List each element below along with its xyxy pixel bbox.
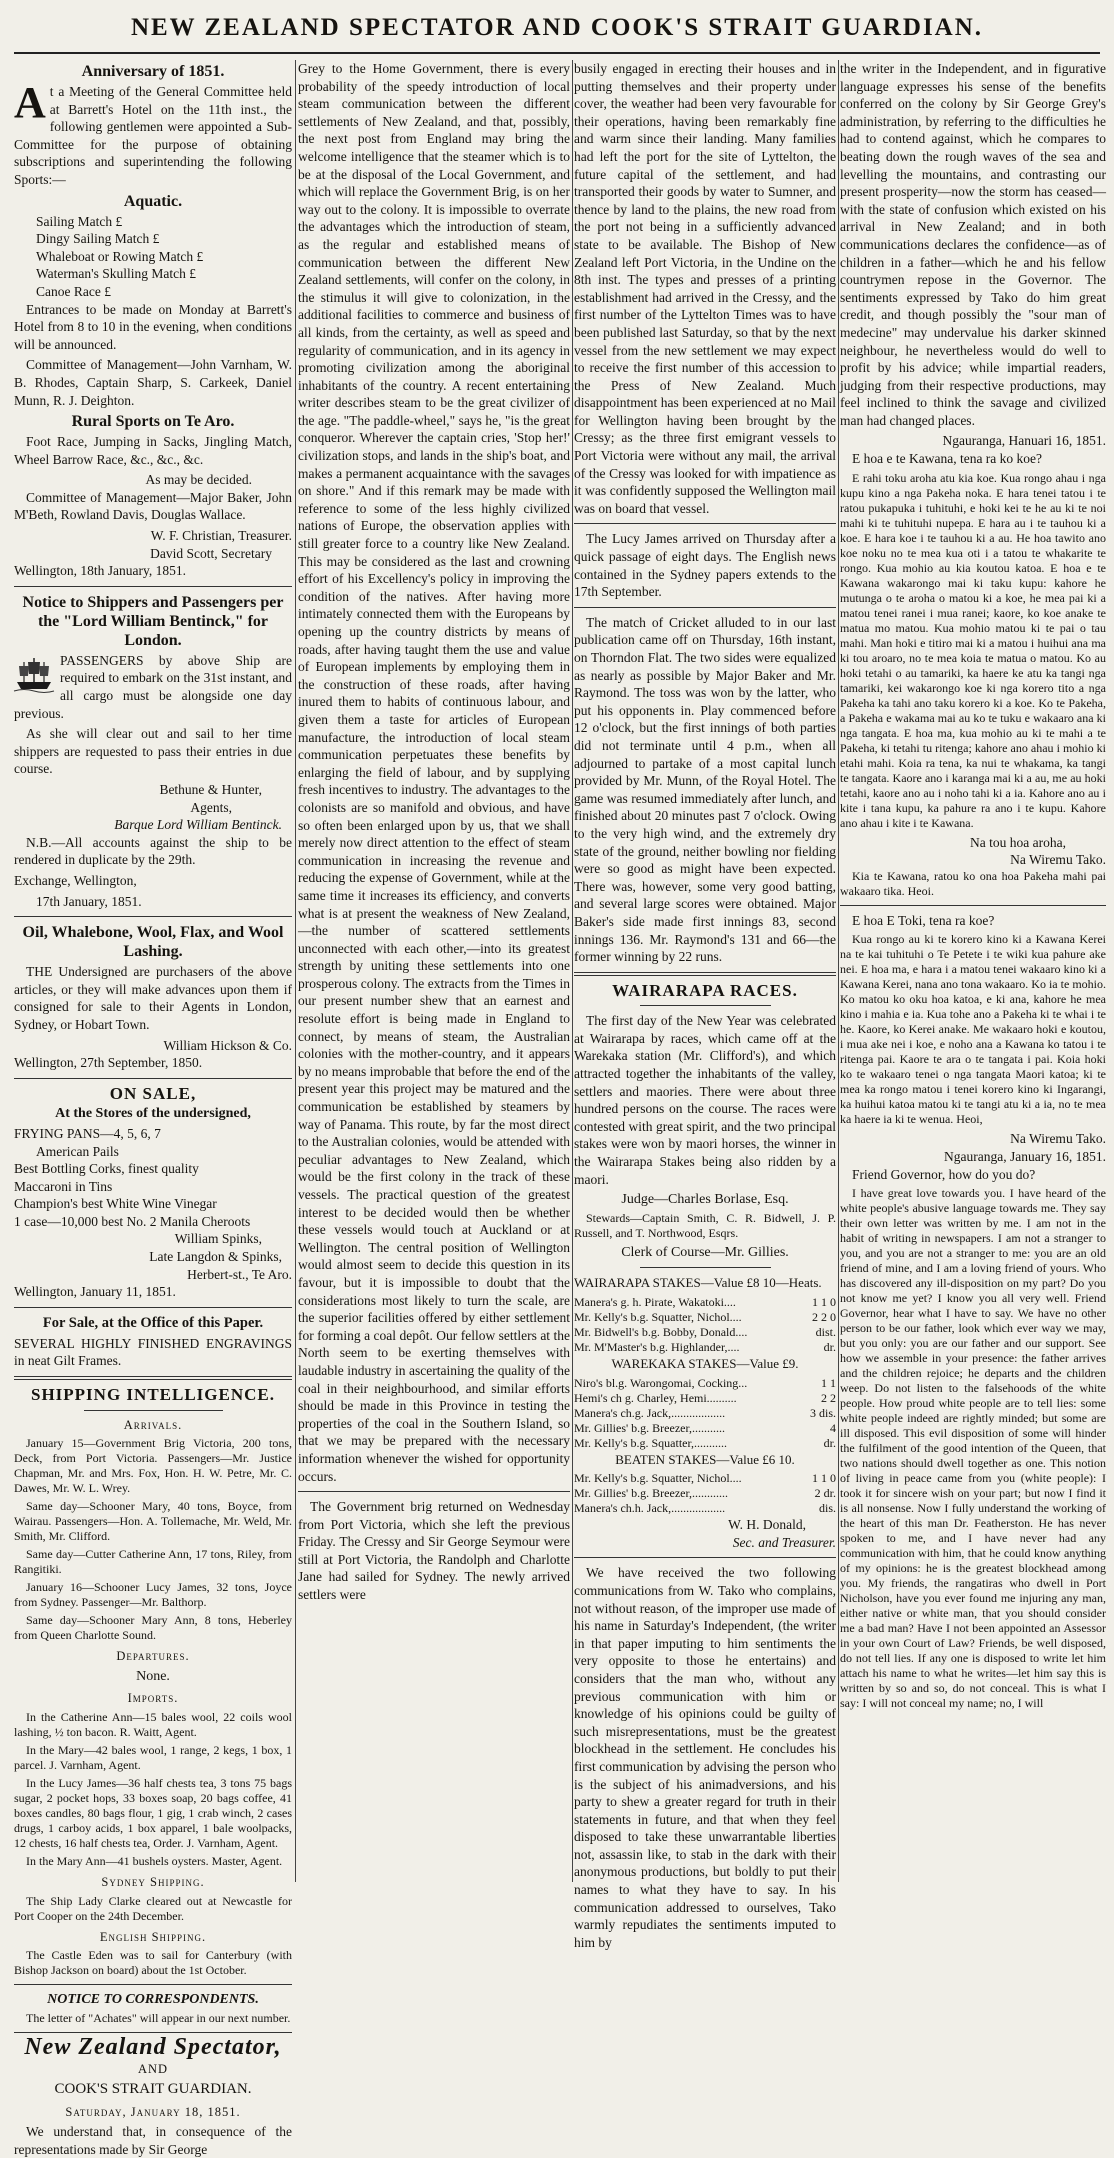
list-item: Champion's best White Wine Vinegar [14, 1196, 217, 1212]
list-item: In the Lucy James—36 half chests tea, 3 tons 75 bags sugar, 2 pocket hops, 33 boxes soap, 20 bags coffee, 41 boxes candles, 80 bags flour, 1 gig, 1 crab winch, 2 cases drugs, 1 carboy acids, 1 box apparel, 1 bale woolpacks, 12 chests, 16 half chests tea, Order. J. Varnham, Agent. [14, 1776, 292, 1850]
horse-result: 3 dis. [809, 1405, 836, 1420]
letter-place: Ngauranga, January 16, 1851. [944, 1149, 1106, 1165]
horse-result: 2 2 0 [812, 1310, 836, 1324]
list-item: FRYING PANS—4, 5, 6, 7 [14, 1125, 161, 1141]
shipping-notice [14, 652, 292, 722]
races-heading: WAIRARAPA RACES. [612, 980, 798, 1000]
horse-result: dist. [815, 1325, 836, 1339]
list-item: In the Mary Ann—41 bushels oysters. Master, Agent. [26, 1854, 283, 1868]
ship-icon [14, 654, 54, 694]
cricket-article: The match of Cricket alluded to in our last publication came off on Thursday, 16th instant, on Thorndon Flat. The two sides were equalized as nearly as possible by Major Baker and Mr. Raymond. The toss was won by the latter, who put his opponents in. Play commenced before 12 o'clock, but the first innings of both parties did not terminate until 4 p.m., when all adjourned to partake of a most capital lunch provided by Mr. Munn, of the Royal Hotel. The game was resumed immediately after lunch, and finished about 20 minutes past 7 o'clock. Owing to the very high wind, and the extremely dry state of the ground, neither bowling nor fielding were so good as might have been expected. There was, however, some very good batting, and several large scores were obtained. Major Baker's side made first innings 83, second innings 136. Mr. Raymond's 131 and 66—the former winning by 22 runs. [574, 614, 836, 965]
oil-heading: Oil, Whalebone, Wool, Flax, and Wool Lashing. [22, 924, 284, 961]
letter-greeting: E hoa E Toki, tena ra koe? [852, 912, 995, 928]
horse-entry: Mr. Kelly's b.g. Squatter,........... [574, 1435, 728, 1450]
masthead: NEW ZEALAND SPECTATOR AND COOK'S STRAIT GUARDIAN. [130, 14, 984, 41]
list-item: Canoe Race £ [36, 283, 111, 299]
letter-greeting: E hoa e te Kawana, tena ra ko koe? [852, 451, 1043, 467]
list-item: American Pails [36, 1143, 119, 1159]
horse-result: 2 dr. [814, 1486, 836, 1501]
horse-entry: Manera's ch.h. Jack,.................. [574, 1501, 726, 1516]
settlement-article: busily engaged in erecting their houses and in putting themselves and their property under cover, the weather had been very favourable for their operations, having been remarkably fine and warm since their landing. Many families had left the port for the site of Lyttelton, the future capital of the settlement, and had transported their goods by water to Sumner, and thence by land to the plains, the new road from the port not being in a sufficiently advanced state to be available. The Bishop of New Zealand left Port Victoria, in the Undine on the 8th inst. The types and presses of a printing establishment had arrived in the Cressy, and the first number of the Lyttelton Times was to have been published last Saturday, so that by the next vessel from the new settlement we may expect to receive the first number of this accession to the Press of New Zealand. Much disappointment has been experienced at no Mail for Wellington having been brought by the Cressy; as the three first emigrant vessels to Port Victoria were without any mail, the arrival of the Cressy was looked for with impatience as it was confidently supposed the Wellington mail was on board that vessel. [574, 61, 836, 516]
letter-signature: Na Wiremu Tako. [1010, 852, 1106, 868]
rural-sports-heading: Rural Sports on Te Aro. [71, 413, 235, 431]
stakes-heading: WAIRARAPA STAKES—Value £8 10—Heats. [574, 1275, 822, 1291]
for-sale-heading: For Sale, at the Office of this Paper. [42, 1314, 264, 1331]
horse-entry: Mr. Kelly's b.g. Squatter, Nichol.... [574, 1310, 742, 1324]
on-sale-date: Wellington, January 11, 1851. [14, 1284, 176, 1300]
letter-place: Ngauranga, Hanuari 16, 1851. [942, 433, 1106, 449]
divider [14, 916, 292, 917]
agent-title: Agents, [190, 799, 232, 815]
races-body: The first day of the New Year was celebrated at Wairarapa by races, which came off at the Warekaka station (Mr. Clifford's), and which attracted together the inhabitants of the valley, settlers and maories. There were about three hundred persons on the course. The races were contested with great spirit, and the two principal stakes were won by maori horses, the winner in the Wairarapa Stakes being also ridden by a maori. [574, 1013, 836, 1187]
secretary-signature: David Scott, Secretary [150, 545, 272, 561]
editorial-start: We understand that, in consequence of the representations made by Sir George [14, 2124, 292, 2157]
nb-text: N.B.—All accounts against the ship to be rendered in duplicate by the 29th. [14, 834, 292, 868]
editorial-body: Grey to the Home Government, there is every probability of the speedy introduction of local steam communication between the different settlements of New Zealand, and that, possibly, the next post from England may bring the welcome intelligence that the steamer which is to be at the disposal of the Local Government, and which will replace the Government Brig, is on her way out to the colony. It is impossible to overrate the advantages which the introduction of steam, as the regular and established means of communication between the different New Zealand settlements, will confer on the colony, in the stimulus it will give to colonization, in the additional facilities to commerce and business of all kinds, from the certainty, as well as speed and regularity of communication, and in its agency in promoting civilization among the aboriginal inhabitants of the country. A recent entertaining writer describes steam to be the great civilizer of the age. "The paddle-wheel," says he, "is the great conqueror. Wherever the captain cries, 'Stop her!' civilization stops, and lands in the ship's boat, and makes a permanent acquaintance with the savages on shore." And if this remark may be made with reference to some of the less highly civilized nations of Europe, the observation applies with still greater force to a country like New Zealand. This may be considered as the last and crowning effort of his Excellency's policy in improving the condition of the natives. After having more intimately connected them with the Europeans by opening up the country districts by means of roads, after having taught them the use and value of European implements by employing them in the construction of these roads, after having inured them to habits of continuous labour, and given them a taste for articles of European manufacture, the introduction of local steam communication perpetuates these benefits by enlarging the field of labour, and by supplying fresh incentives to industry. The advantages to the colonists are so manifold and obvious, and have so often been enlarged upon by us, that we shall merely now direct attention to the effect of steam communication in increasing the revenue and reducing the expense of Government, while at the same time it increases its efficiency, and converts what is at present the weakness of New Zealand,—the number of scattered settlements unconnected with each other,—into its greatest strength by uniting these settlements into one prosperous colony. The extracts from the Times in our present number shew that an earnest and resolute effort is being made in England to connect, by means of steam, the Australian colonies with the mother-country, and it appears by no means improbable that before the end of the present year this project may be matured and the communication be established by steamers by way of Panama. This route, by far the most direct to the Australian colonies, would be attended with peculiar advantages to New Zealand, which would be the first colony in the track of these vessels. The practical question of the greatest interest to be decided would then be whether these vessels would touch at Auckland or at Wellington. The central position of Wellington would almost seem to decide this question in its favour, but it is impossible to doubt that the considerations most likely to turn the scale, are the superior facilities offered by either settlement for forming a coal depôt. Our fellow settlers at the North seem to be exerting themselves with laudable industry in ascertaining the quality of the coal in their neighbourhood, and similar efforts should be made in this Province in testing the properties of the coal in the Southern Island, so that we may be prepared with the necessary information whenever the wished for opportunity occurs. [298, 61, 570, 1484]
maori-letter-body: E rahi toku aroha atu kia koe. Kua rongo ahau i nga kupu kino a nga Pakeha noka. E hara tenei tatou i te ratou pukapuka i tuhituhi, e hoki kei te he au ki te noi mahi ki te tuhituhi nupepa. E hara au i te tauhou ki a koe. E hara koe i te tauhou ki a au. He hoa tawito ano koe noku no te mea kua oti i a tatou te whakarite te rongo. Kua mohio au kia koutou katoa. E hoa e te Kawana wakarongo mai ki taku kupu: kahore he mutunga o te aroha o matou ki a koe, he mea pai ki a matou tenei ranei i mua ranei; kaore, ko koe anake te matua mo matou. Kua mohio matou ki te pai o tau mahi. Man hoki e titiro mai ki a matou i huihui ana ma ki tou aroaro, no te mea koia te matua o matou. Ko au hoki tetahi o au tamariki, ka haere ke atu ka tangi nga tamariki, kei wakarongo koe ki nga korero tito a nga Pakeha ka tahi ano taku korero ki a koe. Ko te Pakeha, a Pakeha e wakama mai au ko te tuku e wakaaro ana ki nga tangata. E hoa ma, kua mohio au ki te mahi a te Pakeha, ki tetahi tu ritenga; kahore ano ahau i mohio ki etahi mahi. Koia ra tena, ka nui te whakama, ka tangi te tangata. Kaore ano i karanga mai ki a au, me au hoki tetahi, kaore ano au i noho tahi ki a ia. Kahore ano au i kite i tana kupu, ka pahure ra ano i te kupu. Kahore ano ahau i kite i te Kawana. [840, 470, 1106, 830]
anniversary-body: t a Meeting of the General Committee held at Barrett's Hotel on the 11th inst., the following gentlemen were appointed a Sub-Committee for the purpose of obtaining subscriptions and superintending the following Sports:— [14, 84, 292, 187]
horse-result: dis. [818, 1501, 836, 1516]
dateline: Wellington, 18th January, 1851. [14, 563, 187, 579]
stakes-heading: WAREKAKA STAKES—Value £9. [611, 1356, 799, 1371]
list-item: Same day—Schooner Mary, 40 tons, Boyce, from Wairau. Passengers—Hon. A. Tollemache, Mr. Weld, Mr. Smith, Mr. Clifford. [14, 1499, 292, 1544]
maori-letter-body: Kua rongo au ki te korero kino ki a Kawana Kerei na te kai tuhituhi o Te Petete i te wiki kua pahure ake nei. E hoa ma, e hara i a matou tenei wakaaro kino ki a Kawana Kerei, nana ano tona wakaaro. Ko ia te mohio. Ko matou ko oku hoa katoa, e ki ana, kahore he mea kino i mahia e ia. Kua tohe ano a Pakeha ki te whai i te he. Kaore, ko Kerei anake. Me wakaaro hoki e koutou, i mua ake nei i koe, e noho ana a Kawana ko tatou i te ritenga pai. Kaore te ara o te tangata i pai. Koia hoki ko te wakaaro tenei o nga tangata Maori katoa; ki te mea ka rongo matou i tenei korero kino ki Ingarangi, ka huihui katoa matou ki te tangi atu ki a ia, no te mea ka haere ia ki te wenua. Heoi, [840, 932, 1106, 1127]
divider [14, 1078, 292, 1079]
horse-entry: Mr. Kelly's b.g. Squatter, Nichol.... [574, 1471, 742, 1486]
on-sale-list [14, 1125, 292, 1231]
on-sale-heading: ON SALE, [109, 1083, 197, 1103]
table-row [574, 1310, 836, 1325]
paper-and: AND [137, 2062, 169, 2077]
list-item: January 15—Government Brig Victoria, 200 tons, Deck, from Port Victoria. Passengers—Mr. Justice Chapman, Mr. and Mrs. Fox, Hon. H. W. Petre, Mr. C. Dawes, Mr. W. L. Wrey. [14, 1436, 292, 1496]
races-stewards: Stewards—Captain Smith, C. R. Bidwell, J. P. Russell, and T. Northwood, Esqrs. [574, 1210, 836, 1240]
drop-cap: A [14, 78, 46, 127]
divider [14, 2032, 292, 2033]
horse-entry: Niro's bl.g. Warongomai, Cocking... [574, 1375, 748, 1390]
departures-heading: Departures. [116, 1649, 190, 1664]
column-2 [298, 60, 570, 1882]
rural-sports-body: Foot Race, Jumping in Sacks, Jingling Match, Wheel Barrow Race, &c., &c., &c. [14, 434, 292, 467]
shipping-intelligence-heading: SHIPPING INTELLIGENCE. [31, 1385, 275, 1405]
table-row [574, 1376, 836, 1391]
horse-result: dr. [823, 1340, 836, 1354]
table-row [574, 1295, 836, 1310]
english-shipping-heading: English Shipping. [99, 1929, 207, 1944]
on-sale-signature: William Spinks, [174, 1231, 262, 1247]
government-brig-article: The Government brig returned on Wednesday from Port Victoria, which she left the previous Friday. The Cressy and Sir George Seymour were still at Port Victoria, the Randolph and Charlotte Jane had sailed for Sydney. The newly arrived settlers were [298, 1499, 570, 1603]
stakes-heading: BEATEN STAKES—Value £6 10. [615, 1451, 795, 1467]
column-4 [840, 60, 1106, 1882]
sydney-shipping-text: The Ship Lady Clarke cleared out at Newcastle for Port Cooper on the 24th December. [14, 1893, 292, 1923]
divider [574, 1557, 836, 1558]
horse-result: 1 1 0 [812, 1295, 836, 1309]
divider [640, 1005, 771, 1006]
imports-list [14, 1710, 292, 1869]
shipping-notice-body2: As she will clear out and sail to her time shippers are requested to pass their entries in due course. [14, 726, 292, 777]
column-1 [14, 60, 292, 2157]
table-row [574, 1340, 836, 1355]
column-divider [295, 60, 296, 1882]
list-item: In the Mary—42 bales wool, 1 range, 2 kegs, 1 box, 1 parcel. J. Varnham, Agent. [14, 1743, 292, 1772]
lucy-james-article: The Lucy James arrived on Thursday after a quick passage of eight days. The English news contained in the Sydney papers extends to the 17th September. [574, 531, 836, 600]
divider [14, 1307, 292, 1308]
stakes-table [574, 1295, 836, 1355]
horse-result: 4 [830, 1420, 836, 1435]
divider [574, 523, 836, 524]
sydney-shipping-heading: Sydney Shipping. [101, 1875, 205, 1889]
divider [840, 905, 1106, 906]
list-item: In the Catherine Ann—15 bales wool, 22 coils wool lashing, ½ ton bacon. R. Waitt, Agent. [14, 1710, 292, 1739]
list-item: Whaleboat or Rowing Match £ [36, 248, 204, 264]
oil-signature: William Hickson & Co. [163, 1037, 292, 1053]
horse-result: 1 1 0 [812, 1471, 836, 1486]
list-item: 1 case—10,000 best No. 2 Manila Cheroots [14, 1213, 251, 1229]
notice-date: 17th January, 1851. [36, 893, 142, 909]
rural-sports-decided: As may be decided. [145, 472, 252, 488]
entrances-text: Entrances to be made on Monday at Barrett's Hotel from 8 to 10 in the evening, when conditions will be announced. [14, 301, 292, 352]
paper-subtitle: COOK'S STRAIT GUARDIAN. [54, 2080, 252, 2097]
aquatic-heading: Aquatic. [123, 192, 183, 210]
table-row [574, 1406, 836, 1421]
oil-body: THE Undersigned are purchasers of the above articles, or they will make advances upon them if consigned for sale to their Agents in London, Sydney, or Hobart Town. [14, 964, 292, 1032]
tako-article: the writer in the Independent, and in figurative language expresses his sense of the benefits conferred on the colony by Sir George Grey's administration, by referring to the difficulties he had to contend against, which he compares to beating down the rough waves of the sea and levelling the mountains, and contrasting our present prosperity—now the storm has ceased—with the state of confusion which existed on his arrival in New Zealand; and in both communications declares the confidence—as of children in a father—which he and his fellow countrymen repose in the Governor. The sentiments expressed by Tako do him great credit, and though possibly the "sour man of medecine" may undervalue his darker skinned neighbour, he nevertheless would do well to profit by his advice; while impartial readers, judging from their respective productions, may feel inclined to think the savage and civilized man had changed places. [840, 61, 1106, 428]
arrivals-heading: Arrivals. [123, 1417, 183, 1432]
letters-intro: We have received the two following communications from W. Tako who complains, not without reason, of the improper use made of his name in Saturday's Independent, (the writer in that paper imputing to him sentiments the very opposite to those he entertains) and considers that the man who, without any previous communication with him or knowledge of his opinions could be guilty of such misrepresentations, must be the greatest blockhead in the settlement. He concludes his first communication by advising the person who is the subject of his animadversions, and his party to shew a greater regard for truth in their statements in future, and that when they feel disposed to take these unwarrantable liberties not, assassin like, to stab in the dark with their anonymous productions, but boldly to put their names to what they have to say. In his communication addressed to ourselves, Tako warmly repudiates the sentiments imputed to him by [574, 1565, 836, 1950]
horse-result: dr. [823, 1435, 836, 1450]
agent-signature: Bethune & Hunter, [159, 782, 262, 797]
horse-entry: Mr. Gillies' b.g. Breezer,............ [574, 1486, 728, 1501]
treasurer-signature: W. F. Christian, Treasurer. [150, 528, 292, 544]
table-row [574, 1325, 836, 1340]
horse-entry: Mr. Gillies' b.g. Breezer,........... [574, 1420, 725, 1435]
letter-note: Kia te Kawana, ratou ko ona hoa Pakeha mahi pai wakaaro tika. Heoi. [840, 868, 1106, 898]
committee-aquatic: Committee of Management—John Varnham, W. B. Rhodes, Captain Sharp, S. Carkeek, Daniel Munn, R. J. Deighton. [14, 357, 292, 408]
list-item: Same day—Schooner Mary Ann, 8 tons, Heberley from Queen Charlotte Sound. [14, 1613, 292, 1643]
table-row [574, 1501, 836, 1516]
divider [14, 1376, 292, 1380]
on-sale-address: Herbert-st., Te Aro. [187, 1266, 292, 1282]
list-item: Sailing Match £ [36, 213, 123, 229]
on-sale-subheading: At the Stores of the undersigned, [55, 1106, 251, 1122]
list-item: Best Bottling Corks, finest quality [14, 1161, 199, 1177]
paper-nameplate: New Zealand Spectator, [24, 2033, 282, 2060]
letter-signoff: Na tou hoa aroha, [970, 834, 1066, 850]
correspondents-text: The letter of "Achates" will appear in our next number. [26, 2010, 291, 2025]
list-item: Same day—Cutter Catherine Ann, 17 tons, Riley, from Rangitiki. [14, 1547, 292, 1577]
races-signature-title: Sec. and Treasurer. [732, 1534, 836, 1550]
list-item: Dingy Sailing Match £ [36, 231, 160, 247]
divider [574, 972, 836, 976]
divider [14, 1984, 292, 1985]
list-item: January 16—Schooner Lucy James, 32 tons, Joyce from Sydney. Passenger—Mr. Balthorp. [14, 1580, 292, 1610]
divider [640, 1267, 771, 1268]
horse-entry: Manera's ch.g. Jack,.................. [574, 1405, 726, 1420]
letter-greeting: Friend Governor, how do you do? [852, 1166, 1036, 1182]
column-divider [838, 60, 839, 1882]
horse-result: 2 2 [821, 1390, 836, 1405]
column-divider [572, 60, 573, 1882]
stakes-table [574, 1376, 836, 1451]
aquatic-list [14, 213, 292, 301]
departures-text: None. [136, 1668, 170, 1684]
notice-place: Exchange, Wellington, [14, 872, 137, 888]
list-item: Maccaroni in Tins [14, 1178, 113, 1194]
divider [84, 1410, 223, 1411]
horse-result: 1 1 [821, 1375, 836, 1390]
table-row [574, 1471, 836, 1486]
anniversary-heading: Anniversary of 1851. [81, 63, 225, 80]
barque-name: Barque Lord William Bentinck. [114, 817, 282, 833]
races-clerk: Clerk of Course—Mr. Gillies. [621, 1244, 789, 1260]
oil-date: Wellington, 27th September, 1850. [14, 1055, 203, 1071]
table-row [574, 1436, 836, 1451]
english-shipping-text: The Castle Eden was to sail for Canterbury (with Bishop Jackson on board) about the 1st October. [14, 1948, 292, 1978]
horse-entry: Mr. Bidwell's b.g. Bobby, Donald.... [574, 1325, 748, 1339]
letter-signature: Na Wiremu Tako. [1010, 1131, 1106, 1147]
races-signature: W. H. Donald, [728, 1517, 806, 1533]
on-sale-signature-2: Late Langdon & Spinks, [149, 1249, 282, 1265]
races-judge: Judge—Charles Borlase, Esq. [621, 1192, 789, 1208]
horse-entry: Hemi's ch g. Charley, Hemi.......... [574, 1390, 737, 1405]
table-row [574, 1421, 836, 1436]
horse-entry: Mr. M'Master's b.g. Highlander,.... [574, 1340, 740, 1354]
anniversary-notice [14, 78, 292, 189]
imports-heading: Imports. [127, 1691, 179, 1706]
masthead-rule [14, 52, 1100, 54]
english-letter-body: I have great love towards you. I have heard of the white people's abusive language towards me. They say their own letter was written by me. I am not in the habit of writing in newspapers. I am not a stranger to you, and you are not a stranger to me: you are an old friend of mine, and I am a loving friend of yours. Who has discovered any ill-disposition on my part? Do you not know me yet? I know you all very well. Friend Governor, hear what I have to say. We have no other person to be our father, look which ever way we may, but you only: you are our father and our support. See how we assemble in your presence: the father arrives and the children rejoice; he departs and the children weep. Do not listen to the falsehoods of the white people. How proud white people are to tell lies: some white people indeed are rightly minded; but some are ill disposed. This evil disposition of some will hinder the fulfilment of the good intention of the Queen, that two nations should dwell together as one. This notion of living in peace came from you (white people): I took it for sincere wish on your part; but now I find it is all nonsense. Now I fully understand the working of the heart of this man Dr. Featherston. He has never spoken to me, and I have never had any communication with him, that he could know anything of my opinions: he is the greatest blockhead among you. My friends, the rangatiras who dwell in Port Nicholson, have you ever found me injuring any man, either native or white man, that you should consider me a bad man? Have I not been appointed an Assessor in your own Court of Law? Friends, be well disposed, do not tell lies. If any one is disposed to write let him attach his name to what he writes—let him say this is written by so and so, do not conceal. This is what I say: I will not conceal my name; no, I will [840, 1186, 1106, 1711]
divider [14, 586, 292, 587]
correspondents-heading: NOTICE TO CORRESPONDENTS. [47, 1992, 259, 2008]
committee-rural: Committee of Management—Major Baker, John M'Beth, Rowland Davis, Douglas Wallace. [14, 489, 292, 523]
table-row [574, 1391, 836, 1406]
divider [574, 607, 836, 608]
column-3 [574, 60, 836, 1950]
stakes-table [574, 1471, 836, 1516]
horse-entry: Manera's g. h. Pirate, Wakatoki.... [574, 1295, 736, 1309]
paper-date: Saturday, January 18, 1851. [65, 2104, 241, 2119]
for-sale-body: SEVERAL HIGHLY FINISHED ENGRAVINGS in neat Gilt Frames. [14, 1335, 292, 1369]
shipping-notice-body: PASSENGERS by above Ship are required to embark on the 31st instant, and all cargo must be alongside one day previous. [14, 652, 292, 721]
shipping-notice-heading: Notice to Shippers and Passengers per the "Lord William Bentinck," for London. [22, 593, 284, 649]
list-item: Waterman's Skulling Match £ [36, 266, 196, 282]
divider [298, 1491, 570, 1492]
arrivals-list [14, 1436, 292, 1643]
table-row [574, 1486, 836, 1501]
